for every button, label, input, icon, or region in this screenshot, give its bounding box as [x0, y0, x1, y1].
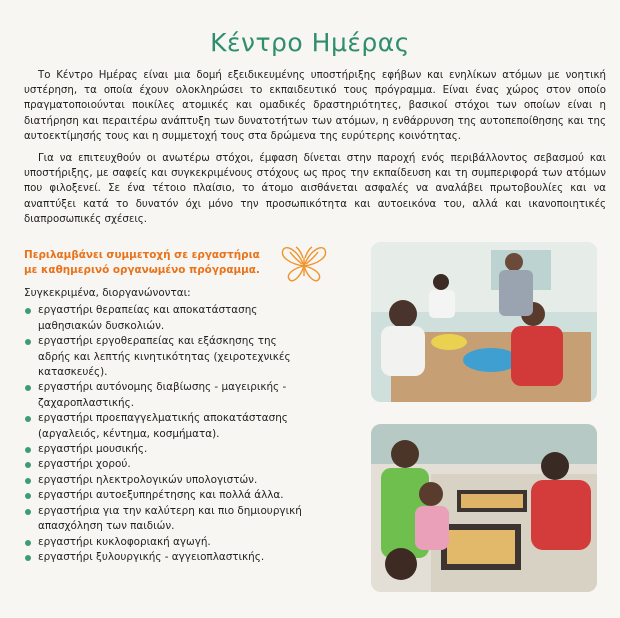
list-intro: Συγκεκριμένα, διοργανώνονται:: [24, 287, 191, 299]
workshop-item-line: αδρής και λεπτής κινητικότητας (χειροτεχνικές: [38, 350, 291, 363]
intro-text: [24, 68, 606, 234]
bullet-icon: [25, 555, 31, 561]
workshop-item: [24, 488, 364, 503]
workshop-item-line: εργαστήρι αυτόνομης διαβίωσης - μαγειρικής -: [38, 381, 287, 394]
workshop-item-line: απασχόληση των παιδιών.: [38, 520, 175, 533]
bullet-icon: [25, 416, 31, 422]
workshop-item-line: (αργαλειός, κέντημα, κοσμήματα).: [38, 427, 220, 440]
bullet-icon: [25, 493, 31, 499]
workshop-item-line: εργαστήρι ηλεκτρολογικών υπολογιστών.: [38, 473, 258, 486]
bullet-icon: [25, 540, 31, 546]
workshop-item-line: εργαστήρι μουσικής.: [38, 443, 148, 456]
workshop-item-line: εργαστήρι αυτοεξυπηρέτησης και πολλά άλλα.: [38, 489, 284, 502]
workshop-item: [24, 380, 364, 411]
butterfly-icon: [280, 240, 328, 286]
workshop-item: [24, 334, 364, 380]
workshop-items: [24, 303, 364, 565]
workshop-item: [24, 473, 364, 488]
workshop-item-line: ζαχαροπλαστικής.: [38, 396, 135, 409]
workshop-item-line: εργαστήρι κυκλοφοριακή αγωγή.: [38, 535, 211, 548]
page-title: Κέντρο Ημέρας: [210, 28, 410, 57]
workshop-item-line: εργαστήρι ξυλουργικής - αγγειοπλαστικής.: [38, 550, 265, 563]
workshop-item-line: εργαστήρι εργοθεραπείας και εξάσκησης της: [38, 335, 277, 348]
workshop-item: [24, 535, 364, 550]
workshop-item: [24, 411, 364, 442]
workshop-item-line: εργαστήρι χορού.: [38, 458, 131, 471]
workshop-item-line: εργαστήρια για την καλύτερη και πιο δημιουργική: [38, 504, 302, 517]
bullet-icon: [25, 385, 31, 391]
intro-paragraph-2: Για να επιτευχθούν οι ανωτέρω στόχοι, έμφαση δίνεται στην παροχή ενός περιβάλλοντος σεβασμού και υποστήριξης, με σαφείς και συγκεκριμένους στόχους ως προς την εκπαίδευση και τη συμπεριφορά των ατόμων που φιλοξενεί. Σε ένα τέτοιο πλαίσιο, το άτομο αισθάνεται ασφαλές να αναλάβει πρωτοβουλίες και να αναπτύξει κατά το δυνατόν όχι μόνο την προσωπικότητα και αυτοεικόνα του, αλλά και ικανοποιητικές διαπροσωπικές σχέσεις.: [24, 153, 606, 225]
workshop-item-line: μαθησιακών δυσκολιών.: [38, 319, 165, 332]
bullet-icon: [25, 509, 31, 515]
workshop-item: [24, 457, 364, 472]
bullet-icon: [25, 462, 31, 468]
bullet-icon: [25, 447, 31, 453]
bullet-icon: [25, 308, 31, 314]
workshop-item-line: εργαστήρι θεραπείας και αποκατάστασης: [38, 304, 258, 317]
workshop-item: [24, 442, 364, 457]
photo-baking-activity: [371, 424, 597, 592]
workshops-list: [24, 286, 364, 565]
headline-line-1: Περιλαμβάνει συμμετοχή σε εργαστήρια: [24, 249, 260, 261]
bullet-icon: [25, 478, 31, 484]
workshop-item: [24, 550, 364, 565]
workshop-item-line: κατασκευές).: [38, 366, 108, 379]
workshop-item: [24, 504, 364, 535]
workshop-item: [24, 303, 364, 334]
workshop-item-line: εργαστήρι προεπαγγελματικής αποκατάστασης: [38, 412, 288, 425]
intro-paragraph-1: Το Κέντρο Ημέρας είναι μια δομή εξειδικευμένης υποστήριξης εφήβων και ενηλίκων ατόμων με νοητική υστέρηση, τα οποία έχουν ολοκληρώσει το εκπαιδευτικό τους πρόγραμμα. Είναι ένας χώρος στον οποίο πραγματοποιούνται ποικίλες ατομικές και ομαδικές δραστηριότητες, βασικοί στόχοι των οποίων είναι η διατήρηση και περαιτέρω ανάπτυξη των δυνατοτήτων των ατόμων, η ενθάρρυνση της αυτοπεποίθησης και της αυτοεκτίμησής τους και η συμμετοχή τους στα δρώμενα της ευρύτερης κοινότητας.: [24, 70, 606, 142]
bullet-icon: [25, 339, 31, 345]
workshops-headline: [24, 248, 284, 277]
photo-group-activity: [371, 242, 597, 402]
headline-line-2: με καθημερινό οργανωμένο πρόγραμμα.: [24, 263, 260, 276]
